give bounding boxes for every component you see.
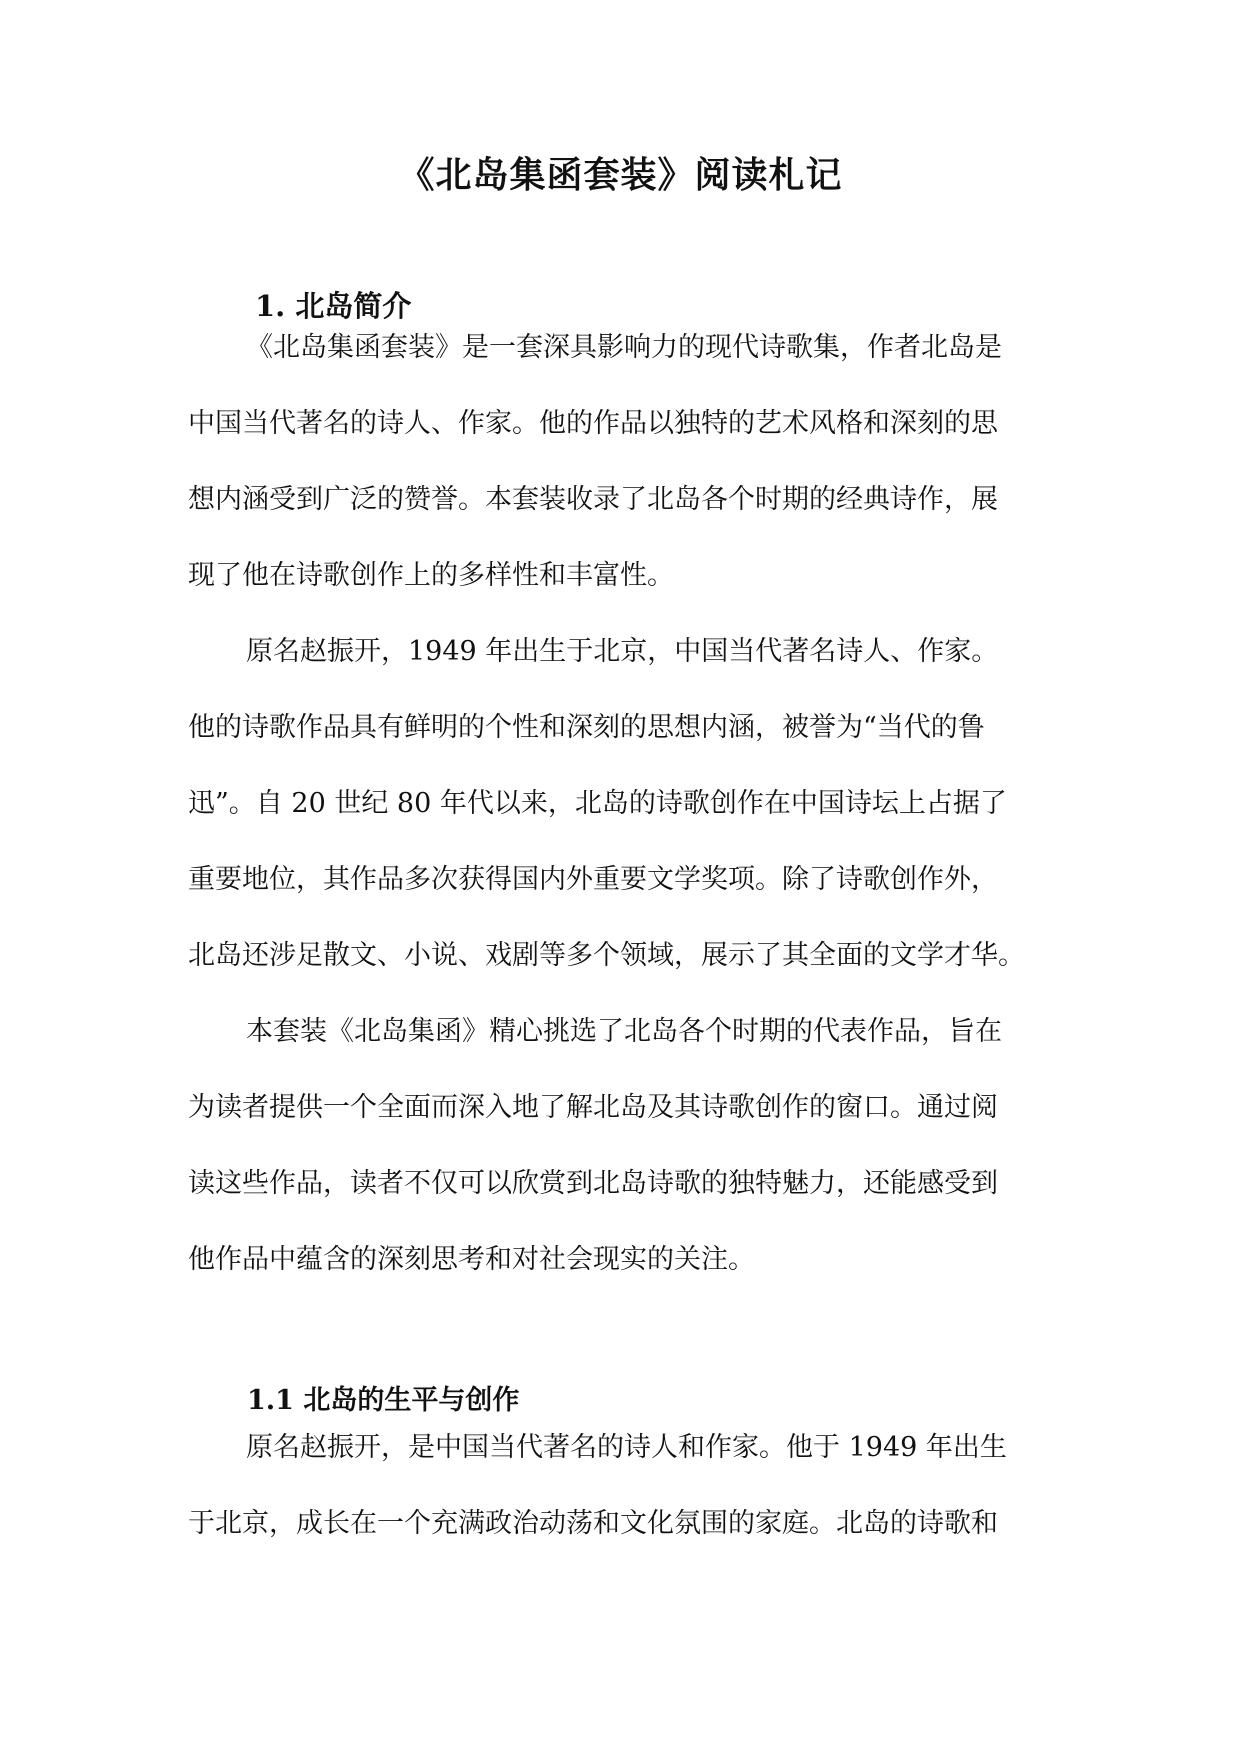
paragraph-line: 于北京，成长在一个充满政治动荡和文化氛围的家庭。北岛的诗歌和: [188, 1508, 998, 1539]
paragraph-line: 本套装《北岛集函》精心挑选了北岛各个时期的代表作品，旨在: [246, 1016, 1002, 1047]
paragraph-biography: [188, 614, 1058, 994]
paragraph-line: 他的诗歌作品具有鲜明的个性和深刻的思想内涵，被誉为“当代的鲁: [188, 712, 985, 743]
paragraph-collection: [188, 994, 1058, 1298]
paragraph-line: 中国当代著名的诗人、作家。他的作品以独特的艺术风格和深刻的思: [188, 408, 998, 439]
paragraph-line: 原名赵振开，是中国当代著名的诗人和作家。他于 1949 年出生: [246, 1432, 1007, 1463]
paragraph-line: 迅”。自 20 世纪 80 年代以来，北岛的诗歌创作在中国诗坛上占据了: [188, 788, 1007, 819]
section-heading-1-1: 1.1 北岛的生平与创作: [247, 1385, 520, 1416]
paragraph-life: [188, 1410, 1058, 1562]
section-heading-1: 1. 北岛简介: [255, 289, 412, 323]
paragraph-line: 重要地位，其作品多次获得国内外重要文学奖项。除了诗歌创作外，: [188, 864, 998, 895]
paragraph-line: 《北岛集函套装》是一套深具影响力的现代诗歌集，作者北岛是: [246, 332, 1002, 363]
paragraph-line: 为读者提供一个全面而深入地了解北岛及其诗歌创作的窗口。通过阅: [188, 1092, 998, 1123]
paragraph-line: 读这些作品，读者不仅可以欣赏到北岛诗歌的独特魅力，还能感受到: [188, 1168, 998, 1199]
paragraph-line: 想内涵受到广泛的赞誉。本套装收录了北岛各个时期的经典诗作，展: [188, 484, 998, 515]
document-title: 《北岛集函套装》阅读札记: [398, 154, 843, 196]
paragraph-line: 现了他在诗歌创作上的多样性和丰富性。: [188, 560, 674, 591]
paragraph-line: 他作品中蕴含的深刻思考和对社会现实的关注。: [188, 1244, 755, 1275]
paragraph-line: 原名赵振开，1949 年出生于北京，中国当代著名诗人、作家。: [246, 636, 999, 667]
paragraph-intro: [188, 310, 1058, 614]
paragraph-line: 北岛还涉足散文、小说、戏剧等多个领域，展示了其全面的文学才华。: [188, 940, 1025, 971]
